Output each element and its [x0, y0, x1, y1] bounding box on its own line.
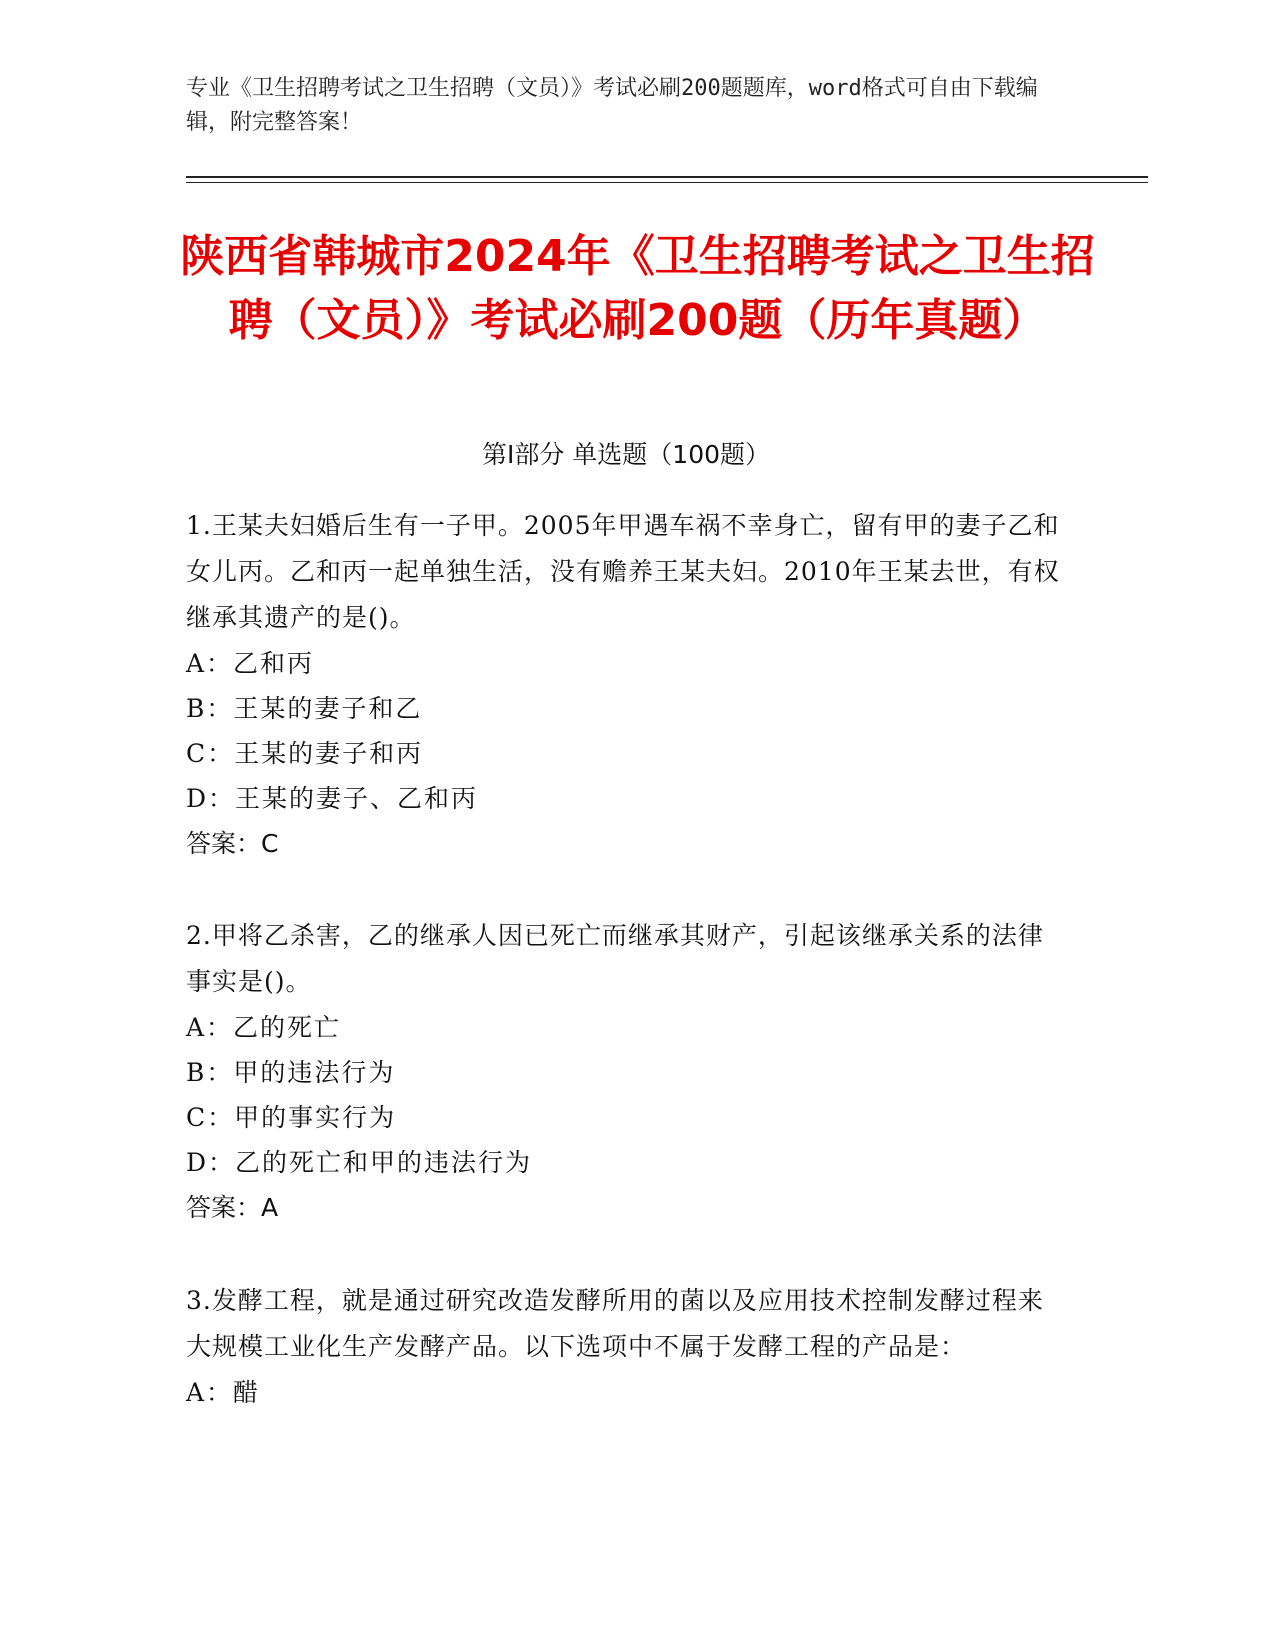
document-title: 陕西省韩城市2024年《卫生招聘考试之卫生招聘（文员）》考试必刷200题（历年真题）	[180, 231, 1095, 346]
header-note: 专业《卫生招聘考试之卫生招聘（文员）》考试必刷200题题库，word格式可自由下载编辑，附完整答案！	[186, 76, 1038, 135]
question-2	[186, 913, 1066, 1230]
option-a: A：乙的死亡	[186, 1013, 342, 1042]
answer: 答案：A	[186, 1193, 279, 1222]
question-3	[186, 1278, 1066, 1415]
question-stem: 1.王某夫妇婚后生有一子甲。2005年甲遇车祸不幸身亡，留有甲的妻子乙和女儿丙。乙和丙一起单独生活，没有赡养王某夫妇。2010年王某去世，有权继承其遗产的是()。	[186, 511, 1060, 632]
option-c: C：甲的事实行为	[186, 1103, 397, 1132]
option-a: A：乙和丙	[186, 649, 315, 678]
option-a: A：醋	[186, 1378, 261, 1407]
option-c: C：王某的妻子和丙	[186, 739, 424, 768]
option-d: D：乙的死亡和甲的违法行为	[186, 1148, 533, 1177]
option-b: B：甲的违法行为	[186, 1058, 396, 1087]
question-stem: 2.甲将乙杀害，乙的继承人因已死亡而继承其财产，引起该继承关系的法律事实是()。	[186, 921, 1044, 996]
section-title: 第Ⅰ部分 单选题（100题）	[481, 440, 771, 469]
question-1	[186, 503, 1066, 866]
answer: 答案：C	[186, 829, 279, 858]
option-b: B：王某的妻子和乙	[186, 694, 423, 723]
question-stem: 3.发酵工程，就是通过研究改造发酵所用的菌以及应用技术控制发酵过程来大规模工业化生产发酵产品。以下选项中不属于发酵工程的产品是：	[186, 1286, 1044, 1361]
header-divider-thick	[186, 176, 1148, 178]
option-d: D：王某的妻子、乙和丙	[186, 784, 479, 813]
header-divider-thin	[186, 182, 1148, 183]
